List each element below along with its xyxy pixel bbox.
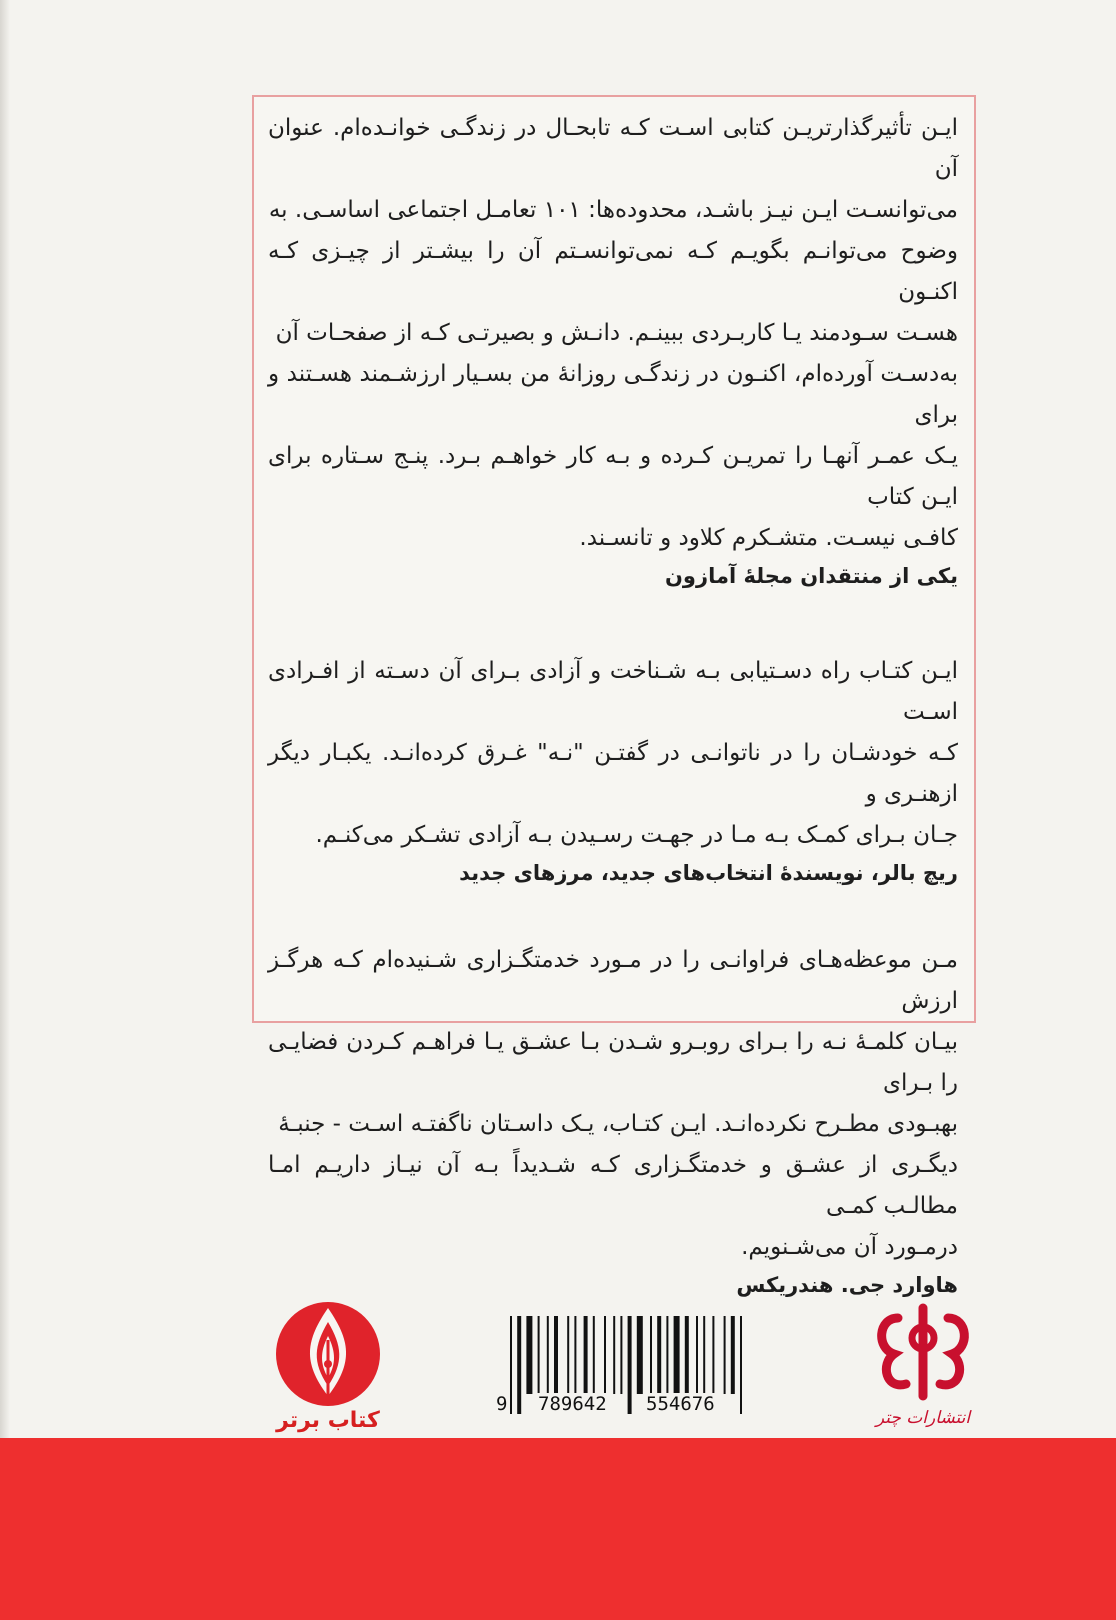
quote-3: [268, 940, 958, 1302]
quote-line: می‌توانسـت ایـن نیـز باشـد، محدوده‌ها: ۱۰۱ تعامـل اجتماعی اساسـی. به: [268, 197, 958, 223]
barcode-bar: [674, 1316, 680, 1394]
quote-1: [268, 108, 958, 593]
barcode-bar: [696, 1316, 698, 1394]
barcode-bar: [584, 1316, 588, 1394]
publisher-caption: انتشارات چتر: [875, 1408, 971, 1428]
barcode-bar: [604, 1316, 606, 1394]
quote-line: درمـورد آن می‌شـنویم.: [741, 1234, 958, 1260]
quote-line: ایـن کتـاب راه دسـتیابی بـه شـناخت و آزادی بـرای آن دسـته از افـرادی اسـت: [268, 658, 958, 725]
quote-line: مـن موعظه‌هـای فراوانـی را در مـورد خدمتگـزاری شـنیده‌ام کـه هرگـز ارزش: [268, 947, 958, 1014]
barcode-bar: [538, 1316, 540, 1394]
quote-line: یـک عمـر آنهـا را تمریـن کـرده و بـه کار خواهـم بـرد. پنـج سـتاره برای ایـن کتاب: [268, 443, 958, 510]
barcode-bar: [620, 1316, 622, 1394]
barcode-bar: [510, 1316, 512, 1414]
barcode-bar: [703, 1316, 705, 1394]
quote-line: بهبـودی مطـرح نکرده‌انـد. ایـن کتـاب، یـک داسـتان ناگفتـه اسـت - جنبـهٔ: [278, 1111, 958, 1137]
barcode-group-1: 789642: [538, 1393, 607, 1415]
barcode-bar: [650, 1316, 652, 1394]
barcode-bar: [740, 1316, 742, 1414]
barcode-bar: [724, 1316, 726, 1394]
quote-line: وضوح می‌توانـم بگویـم کـه نمی‌توانسـتم آن را بیشـتر از چیـزی کـه اکنـون: [268, 238, 958, 305]
barcode-bar: [547, 1316, 549, 1394]
barcode-bar: [657, 1316, 661, 1394]
barcode-bar: [637, 1316, 643, 1394]
quote-attribution: هاوارد جی. هندریکس: [736, 1273, 958, 1297]
barcode-bar: [517, 1316, 521, 1414]
red-bottom-band: [0, 1438, 1116, 1620]
quote-line: بیـان کلمـهٔ نـه را بـرای روبـرو شـدن بـا عشـق یـا فراهـم کـردن فضایـی را بـرای: [268, 1029, 958, 1096]
pen-nib-flame-logo-icon: [268, 1300, 388, 1408]
quote-line: کافـی نیسـت. متشـکرم کلاود و تانسـند.: [579, 525, 958, 551]
barcode-bar: [628, 1316, 632, 1414]
chatrang-publisher-logo-icon: [868, 1298, 978, 1406]
barcode-bar: [593, 1316, 595, 1394]
brand-caption: کتاب برتر: [276, 1408, 380, 1433]
quote-line: ایـن تأثیرگذارتریـن کتابی اسـت کـه تابحـال در زندگـی خوانـده‌ام. عنوان آن: [268, 115, 958, 182]
brand-logo: [268, 1300, 388, 1440]
quote-2: [268, 651, 958, 890]
quote-line: کـه خودشـان را در ناتوانـی در گفتـن "نـه" غـرق کرده‌انـد. یکبـار دیگر ازهنـری و: [268, 740, 958, 807]
barcode-bar: [685, 1316, 689, 1394]
barcode-prefix: 9: [496, 1393, 508, 1415]
quote-attribution: یکی از منتقدان مجلهٔ آمازون: [665, 564, 958, 588]
barcode-bar: [554, 1316, 558, 1394]
quote-line: هسـت سـودمند یـا کاربـردی ببینـم. دانـش و بصیرتـی کـه از صفحـات آن: [275, 320, 958, 346]
blurb-content: [268, 108, 958, 1302]
quote-line: جـان بـرای کمـک بـه مـا در جهـت رسـیدن بـه آزادی تشـکر می‌کنـم.: [315, 822, 958, 848]
spine-shadow: [0, 0, 10, 1620]
barcode-bar: [574, 1316, 576, 1394]
barcode-group-2: 554676: [646, 1393, 715, 1415]
quote-attribution: ریچ بالر، نویسندهٔ انتخاب‌های جدید، مرزهای جدید: [459, 861, 958, 885]
quote-line: به‌دسـت آورده‌ام، اکنـون در زندگـی روزانهٔ من بسـیار ارزشـمند هسـتند و برای: [268, 361, 958, 428]
publisher-logo: [868, 1298, 978, 1438]
barcode-bar: [666, 1316, 668, 1394]
barcode-bar: [712, 1316, 714, 1394]
barcode-bar: [731, 1316, 735, 1394]
barcode-bar: [613, 1316, 615, 1394]
barcode-bar: [567, 1316, 569, 1394]
quote-line: دیگـری از عشـق و خدمتگـزاری کـه شـدیداً بـه آن نیـاز داریـم امـا مطالـب کمـی: [268, 1152, 958, 1219]
barcode-bar: [526, 1316, 532, 1394]
